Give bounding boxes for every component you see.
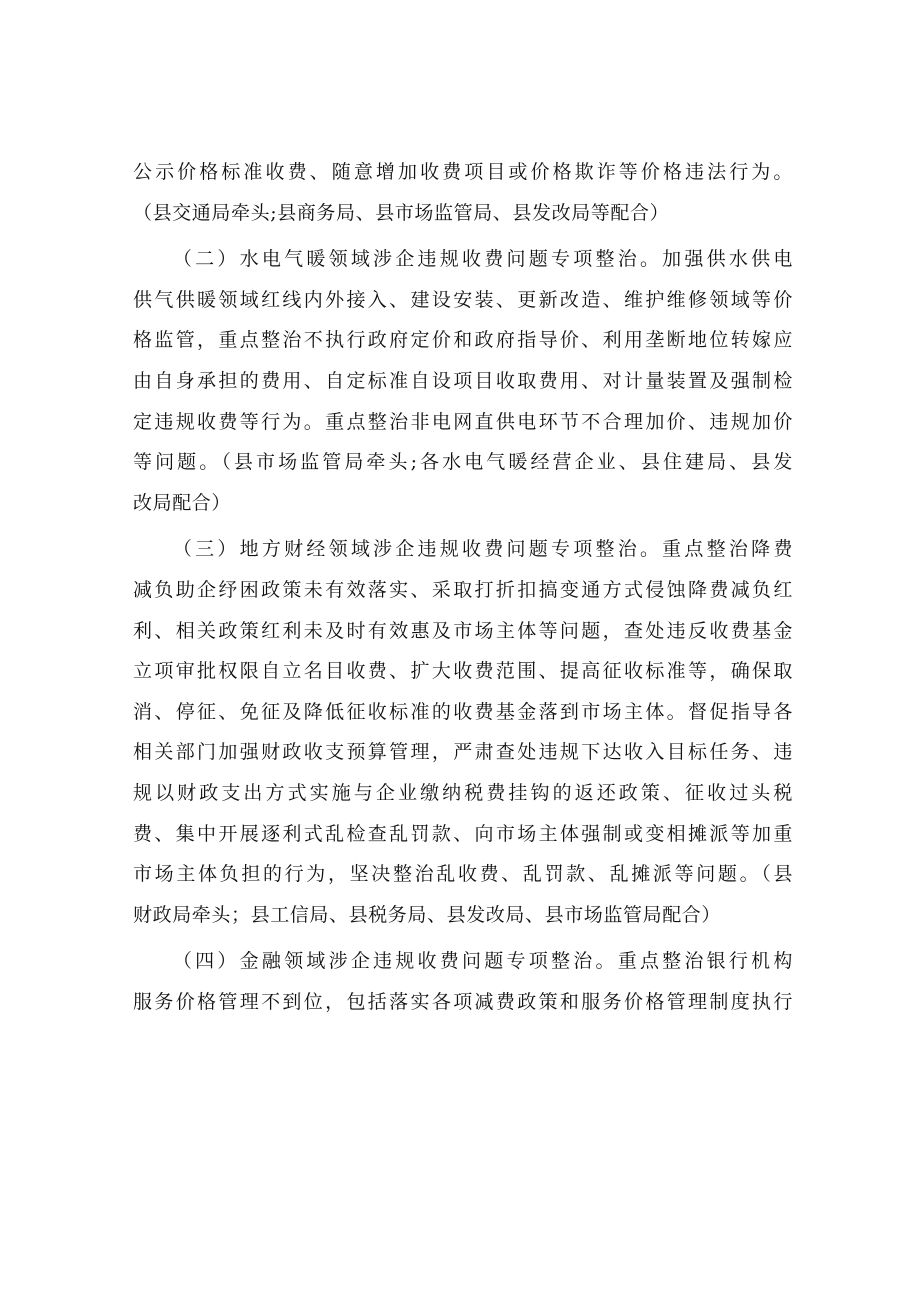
text-line: 供气供暖领域红线内外接入、建设安装、更新改造、维护维修领域等价	[133, 288, 793, 311]
paragraph-finance-sector	[133, 941, 793, 1022]
text-line: （四）金融领域涉企违规收费问题专项整治。重点整治银行机构	[172, 950, 793, 973]
text-line: 费、集中开展逐利式乱检查乱罚款、向市场主体强制或变相摊派等加重	[133, 822, 793, 845]
text-line: 规以财政支出方式实施与企业缴纳税费挂钩的返还政策、征收过头税	[133, 781, 793, 804]
text-line: （二）水电气暖领域涉企违规收费问题专项整治。加强供水供电	[172, 248, 793, 271]
paragraph-continuation	[133, 152, 793, 233]
paragraph-water-electricity	[133, 239, 793, 523]
text-line: 相关部门加强财政收支预算管理，严肃查处违规下达收入目标任务、违	[133, 741, 793, 764]
text-line: 定违规收费等行为。重点整治非电网直供电环节不合理加价、违规加价	[133, 410, 793, 433]
paragraph-local-finance	[133, 529, 793, 935]
text-line: 消、停征、免征及降低征收标准的收费基金落到市场主体。督促指导各	[133, 700, 793, 723]
text-line: 服务价格管理不到位，包括落实各项减费政策和服务价格管理制度执行	[133, 990, 793, 1013]
document-body	[133, 152, 793, 1022]
text-line: 改局配合）	[133, 491, 232, 514]
text-line: 格监管，重点整治不执行政府定价和政府指导价、利用垄断地位转嫁应	[133, 329, 793, 352]
text-line: 市场主体负担的行为，坚决整治乱收费、乱罚款、乱摊派等问题。（县	[133, 863, 793, 886]
text-line: （三）地方财经领域涉企违规收费问题专项整治。重点整治降费	[172, 538, 793, 561]
text-line: 由自身承担的费用、自定标准自设项目收取费用、对计量装置及强制检	[133, 369, 793, 392]
text-line: 财政局牵头；县工信局、县税务局、县发改局、县市场监管局配合）	[133, 903, 722, 926]
text-line: 公示价格标准收费、随意增加收费项目或价格欺诈等价格违法行为。	[133, 161, 793, 183]
text-line: 利、相关政策红利未及时有效惠及市场主体等问题，查处违反收费基金	[133, 619, 793, 642]
text-line: （县交通局牵头;县商务局、县市场监管局、县发改局等配合）	[133, 201, 670, 224]
text-line: 等问题。（县市场监管局牵头;各水电气暖经营企业、县住建局、县发	[133, 451, 793, 474]
text-line: 减负助企纾困政策未有效落实、采取打折扣搞变通方式侵蚀降费减负红	[133, 578, 793, 601]
text-line: 立项审批权限自立名目收费、扩大收费范围、提高征收标准等，确保取	[133, 660, 793, 683]
